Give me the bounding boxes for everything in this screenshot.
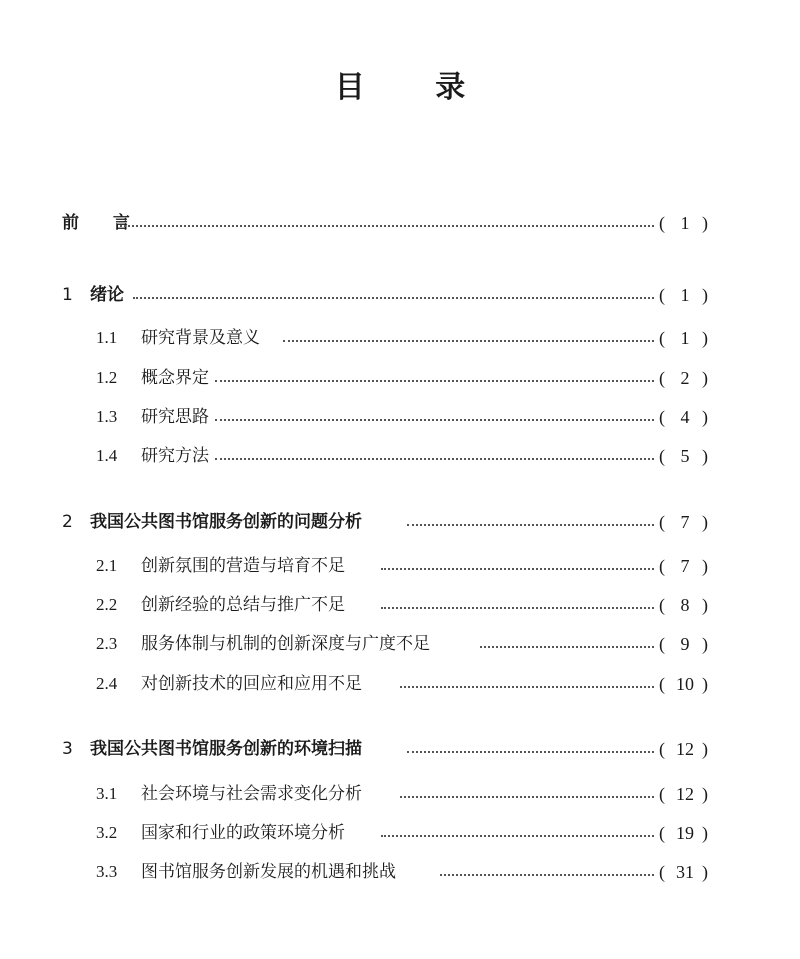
section-title: 研究方法 (141, 446, 209, 466)
page-paren-open: ( (659, 595, 665, 615)
toc-chapter-1[interactable] (0, 280, 800, 310)
section-page: 8 (680, 595, 690, 615)
page-paren-close: ) (702, 285, 708, 305)
section-number: 1.3 (96, 407, 118, 426)
toc-chapter-2[interactable] (0, 507, 800, 537)
dot-leader (480, 629, 654, 659)
section-page: 5 (680, 446, 690, 466)
section-title: 图书馆服务创新发展的机遇和挑战 (141, 862, 396, 882)
section-page: 12 (676, 784, 694, 804)
dot-leader (215, 402, 654, 432)
page-paren-close: ) (702, 739, 708, 759)
chapter-number: 1 (62, 285, 73, 305)
section-title: 创新氛围的营造与培育不足 (141, 556, 345, 576)
toc-section-1-1[interactable] (0, 323, 800, 353)
section-number: 3.2 (96, 823, 118, 842)
toc-section-1-4[interactable] (0, 441, 800, 471)
toc-section-2-2[interactable] (0, 590, 800, 620)
page-paren-open: ( (659, 512, 665, 532)
page-paren-close: ) (702, 213, 708, 233)
page-paren-open: ( (659, 784, 665, 804)
toc-section-2-3[interactable] (0, 629, 800, 659)
section-number: 2.4 (96, 674, 118, 693)
dot-leader (400, 669, 654, 699)
dot-leader (120, 208, 654, 238)
section-page: 4 (680, 407, 690, 427)
section-title: 概念界定 (141, 368, 209, 388)
section-page: 2 (680, 368, 690, 388)
chapter-page: 7 (680, 512, 690, 532)
dot-leader (381, 590, 654, 620)
page-paren-close: ) (702, 674, 708, 694)
section-title: 研究背景及意义 (141, 328, 260, 348)
page-paren-open: ( (659, 446, 665, 466)
section-number: 1.4 (96, 446, 118, 465)
page-paren-open: ( (659, 328, 665, 348)
chapter-page: 12 (676, 739, 694, 759)
page-paren-close: ) (702, 823, 708, 843)
page-paren-open: ( (659, 556, 665, 576)
page-paren-open: ( (659, 739, 665, 759)
page-paren-open: ( (659, 407, 665, 427)
dot-leader (283, 323, 654, 353)
section-title: 国家和行业的政策环境分析 (141, 823, 345, 843)
dot-leader (400, 779, 654, 809)
toc-section-3-1[interactable] (0, 779, 800, 809)
section-page: 19 (676, 823, 694, 843)
page-paren-open: ( (659, 823, 665, 843)
dot-leader (407, 734, 654, 764)
page-paren-close: ) (702, 784, 708, 804)
toc-section-3-3[interactable] (0, 857, 800, 887)
dot-leader (215, 363, 654, 393)
dot-leader (381, 551, 654, 581)
section-number: 1.2 (96, 368, 118, 387)
dot-leader (133, 280, 654, 310)
dot-leader (440, 857, 654, 887)
page-paren-close: ) (702, 368, 708, 388)
chapter-title: 我国公共图书馆服务创新的环境扫描 (90, 739, 362, 759)
section-title: 对创新技术的回应和应用不足 (141, 674, 362, 694)
toc-section-2-4[interactable] (0, 669, 800, 699)
section-page: 10 (676, 674, 694, 694)
page-paren-close: ) (702, 556, 708, 576)
chapter-title: 绪论 (90, 285, 124, 305)
section-page: 31 (676, 862, 694, 882)
page-paren-close: ) (702, 512, 708, 532)
section-title: 创新经验的总结与推广不足 (141, 595, 345, 615)
page-paren-open: ( (659, 674, 665, 694)
chapter-number: 3 (62, 739, 73, 759)
section-title: 社会环境与社会需求变化分析 (141, 784, 362, 804)
toc-chapter-3[interactable] (0, 734, 800, 764)
chapter-title: 我国公共图书馆服务创新的问题分析 (90, 512, 362, 532)
section-number: 3.3 (96, 862, 118, 881)
toc-entry-page: 1 (680, 213, 690, 233)
dot-leader (407, 507, 654, 537)
toc-section-3-2[interactable] (0, 818, 800, 848)
chapter-page: 1 (680, 285, 690, 305)
dot-leader (381, 818, 654, 848)
section-number: 2.3 (96, 634, 118, 653)
section-number: 1.1 (96, 328, 118, 347)
page-paren-close: ) (702, 862, 708, 882)
toc-section-1-2[interactable] (0, 363, 800, 393)
section-page: 1 (680, 328, 690, 348)
toc-section-1-3[interactable] (0, 402, 800, 432)
page-paren-open: ( (659, 213, 665, 233)
page-paren-open: ( (659, 862, 665, 882)
section-title: 服务体制与机制的创新深度与广度不足 (141, 634, 430, 654)
section-number: 3.1 (96, 784, 118, 803)
section-page: 7 (680, 556, 690, 576)
page-paren-close: ) (702, 446, 708, 466)
page-paren-close: ) (702, 595, 708, 615)
section-number: 2.2 (96, 595, 118, 614)
toc-entry-label: 前 言 (62, 213, 144, 233)
page-paren-close: ) (702, 634, 708, 654)
page-paren-open: ( (659, 634, 665, 654)
toc-entry-preface[interactable] (0, 208, 800, 238)
section-page: 9 (680, 634, 690, 654)
page-paren-open: ( (659, 285, 665, 305)
dot-leader (215, 441, 654, 471)
section-title: 研究思路 (141, 407, 209, 427)
page-title: 目 录 (334, 70, 496, 105)
chapter-number: 2 (62, 512, 73, 532)
toc-section-2-1[interactable] (0, 551, 800, 581)
section-number: 2.1 (96, 556, 118, 575)
page-paren-open: ( (659, 368, 665, 388)
page-paren-close: ) (702, 328, 708, 348)
page-paren-close: ) (702, 407, 708, 427)
